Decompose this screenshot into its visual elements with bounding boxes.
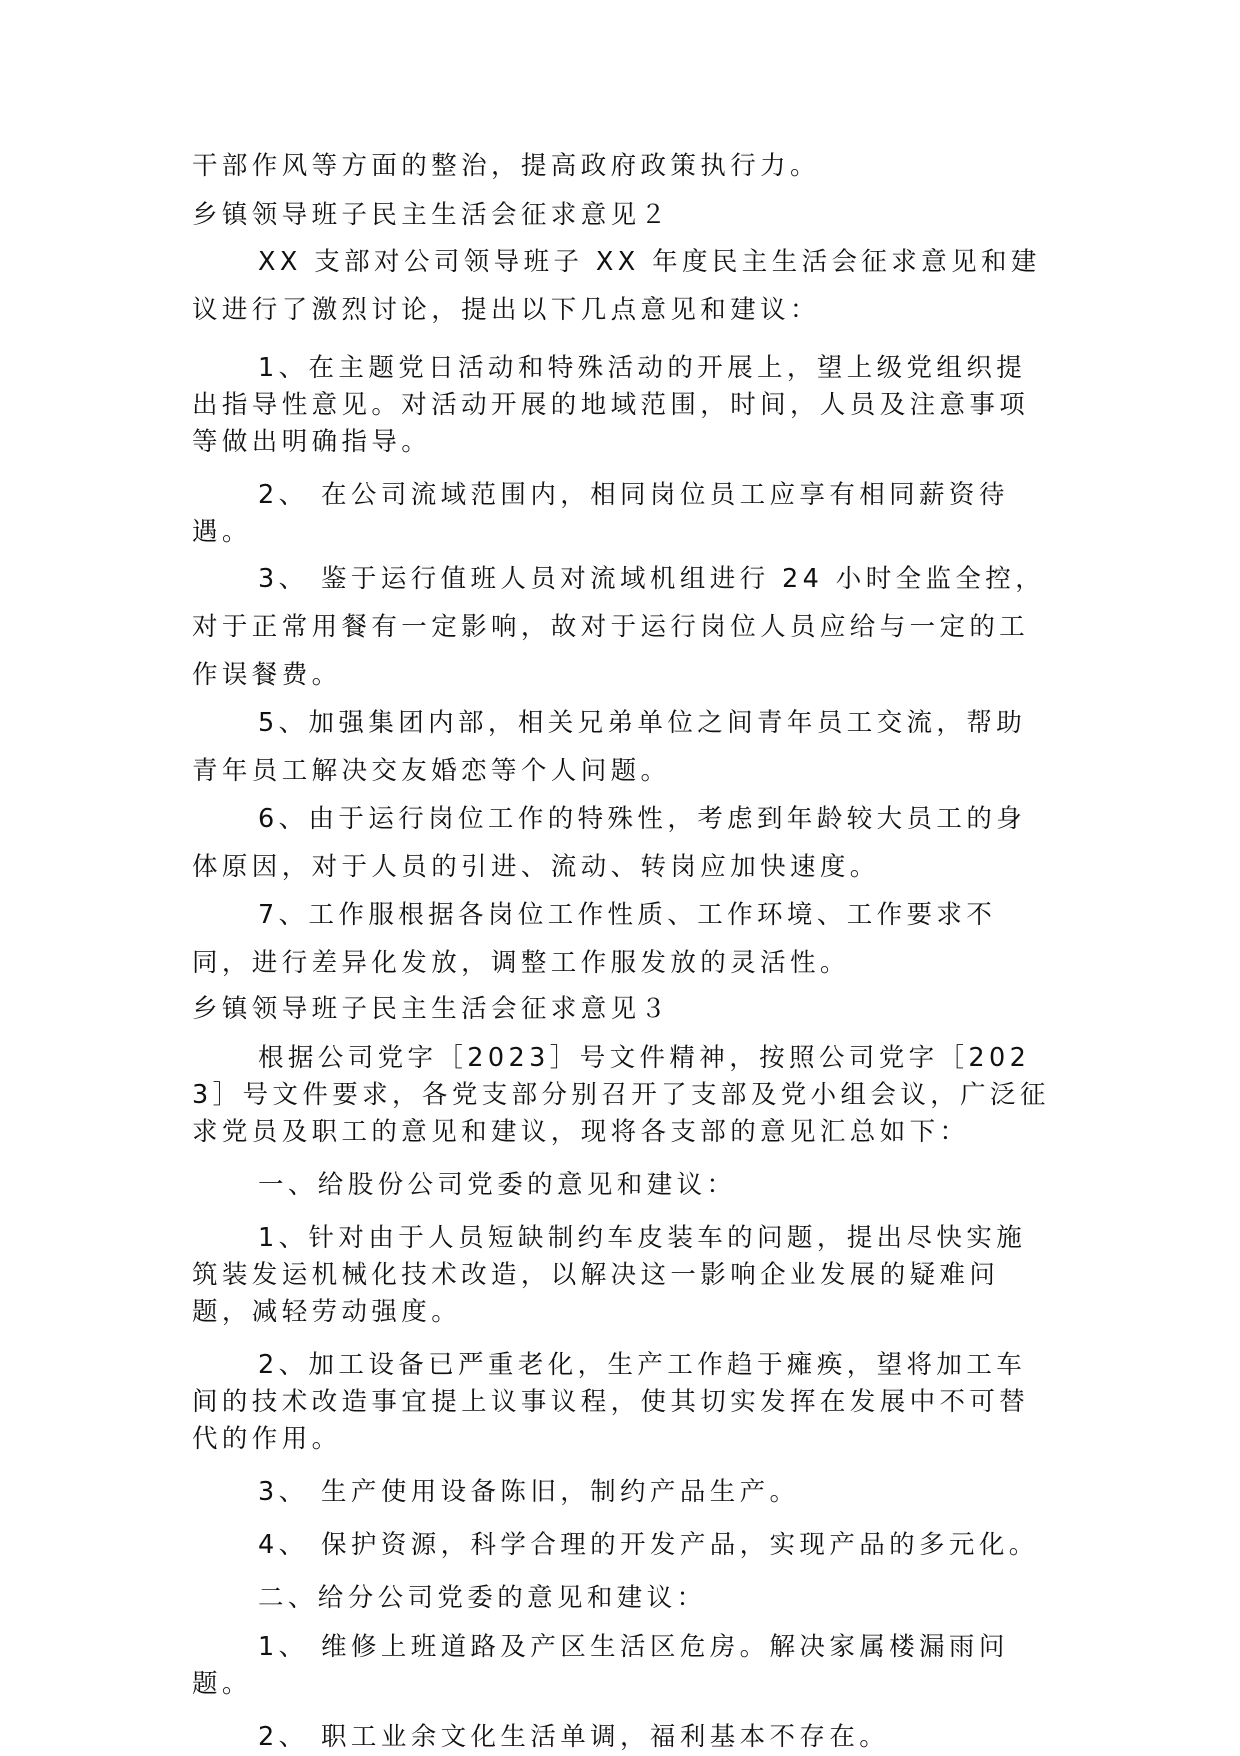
section-3-part-1-item-2: 2、加工设备已严重老化，生产工作趋于瘫痪，望将加工车间的技术改造事宜提上议事议程，使其切实发挥在发展中不可替代的作用。 <box>192 1350 1030 1454</box>
section-3-intro: 根据公司党字［2023］号文件精神，按照公司党字［2023］号文件要求，各党支部分别召开了支部及党小组会议，广泛征求党员及职工的意见和建议，现将各支部的意见汇总如下： <box>192 1043 1050 1147</box>
section-2-item-7: 7、工作服根据各岗位工作性质、工作环境、工作要求不同，进行差异化发放，调整工作服发放的灵活性。 <box>192 900 997 978</box>
section-3-part-2-item-2: 2、 职工业余文化生活单调，福利基本不存在。 <box>258 1722 890 1752</box>
section-3-part-2-item-1: 1、 维修上班道路及产区生活区危房。解决家属楼漏雨问题。 <box>192 1632 1009 1699</box>
section-heading-2: 乡镇领导班子民主生活会征求意见２ <box>192 200 671 230</box>
paragraph-continuation: 干部作风等方面的整治，提高政府政策执行力。 <box>192 151 820 181</box>
section-2-item-1: 1、在主题党日活动和特殊活动的开展上，望上级党组织提出指导性意见。对活动开展的地域范围，时间，人员及注意事项等做出明确指导。 <box>192 353 1030 457</box>
section-2-item-2: 2、 在公司流域范围内，相同岗位员工应享有相同薪资待遇。 <box>192 480 1009 547</box>
section-3-part-1-item-3: 3、 生产使用设备陈旧，制约产品生产。 <box>258 1477 800 1507</box>
section-2-item-3: 3、 鉴于运行值班人员对流域机组进行 24 小时全监全控，对于正常用餐有一定影响，故对于运行岗位人员应给与一定的工作误餐费。 <box>192 564 1046 690</box>
section-2-item-5: 5、加强集团内部，相关兄弟单位之间青年员工交流，帮助青年员工解决交友婚恋等个人问题。 <box>192 708 1027 786</box>
section-3-part-1-item-4: 4、 保护资源，科学合理的开发产品，实现产品的多元化。 <box>258 1530 1039 1560</box>
section-heading-3: 乡镇领导班子民主生活会征求意见３ <box>192 994 671 1024</box>
section-2-intro: XX 支部对公司领导班子 XX 年度民主生活会征求意见和建议进行了激烈讨论，提出以下几点意见和建议： <box>192 247 1041 325</box>
section-3-part-1-item-1: 1、针对由于人员短缺制约车皮装车的问题，提出尽快实施筑装发运机械化技术改造，以解决这一影响企业发展的疑难问题，减轻劳动强度。 <box>192 1223 1027 1327</box>
section-2-item-6: 6、由于运行岗位工作的特殊性，考虑到年龄较大员工的身体原因，对于人员的引进、流动、转岗应加快速度。 <box>192 804 1027 882</box>
section-3-part-1-title: 一、给股份公司党委的意见和建议： <box>258 1170 737 1200</box>
section-3-part-2-title: 二、给分公司党委的意见和建议： <box>258 1583 707 1613</box>
document-body <box>192 148 1056 1756</box>
